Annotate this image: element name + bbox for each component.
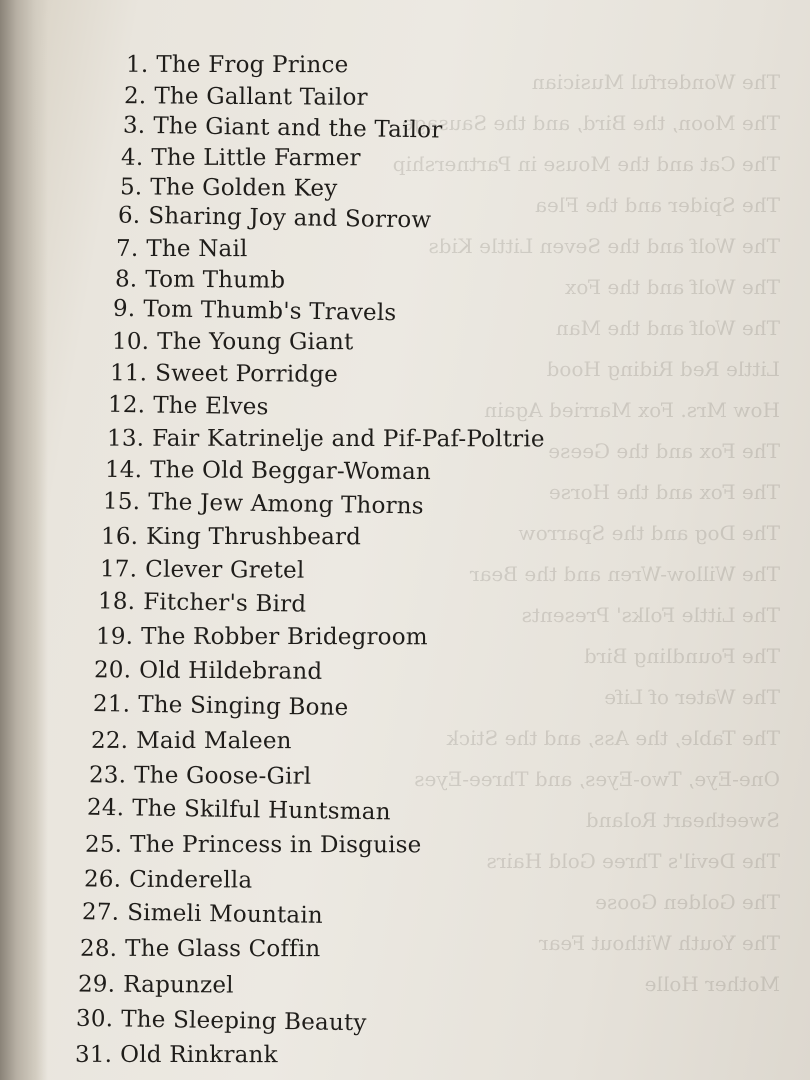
toc-entry-number: 16.	[100, 523, 139, 550]
toc-entry	[124, 83, 368, 111]
toc-entry	[96, 624, 428, 651]
toc-entry-title: Cinderella	[129, 866, 253, 894]
toc-entry	[78, 971, 234, 998]
bleed-through-line: The Wolf and the Fox	[565, 275, 780, 299]
toc-entry-number: 15.	[102, 488, 141, 516]
bleed-through-line: The Golden Goose	[595, 890, 780, 914]
bleed-through-line: The Willow-Wren and the Bear	[469, 562, 780, 586]
bleed-through-line: How Mrs. Fox Married Again	[484, 398, 780, 422]
bleed-through-line: The Cat and the Mouse in Partnership	[392, 152, 780, 176]
bleed-through-line: The Wolf and the Seven Little Kids	[428, 234, 780, 258]
toc-entry	[76, 1006, 367, 1037]
toc-entry-title: The Giant and the Tailor	[153, 112, 443, 144]
toc-entry	[93, 691, 349, 721]
bleed-through-line: The Table, the Ass, and the Stick	[446, 726, 780, 750]
toc-entry	[94, 657, 322, 685]
toc-entry	[103, 488, 424, 519]
toc-entry-title: The Little Farmer	[151, 144, 361, 172]
toc-entry-number: 2.	[123, 83, 147, 110]
toc-entry	[118, 203, 432, 234]
toc-entry-number: 14.	[104, 456, 143, 484]
toc-entry-title: The Nail	[146, 235, 248, 263]
toc-entry	[75, 1042, 278, 1068]
toc-entry-number: 24.	[86, 794, 125, 822]
toc-entry-number: 31.	[74, 1041, 113, 1068]
toc-entry-title: The Gallant Tailor	[154, 83, 368, 111]
toc-entry-number: 9.	[112, 295, 136, 323]
bleed-through-line: The Fox and the Geese	[548, 439, 780, 463]
toc-entry-number: 7.	[115, 235, 139, 262]
bleed-through-line: Little Red Riding Hood	[546, 357, 780, 381]
toc-entry-title: Sharing Joy and Sorrow	[148, 203, 432, 234]
toc-entry	[113, 296, 397, 326]
toc-entry-title: Old Rinkrank	[120, 1041, 278, 1069]
bleed-through-line: Sweetheart Roland	[585, 808, 780, 832]
toc-entry-number: 26.	[83, 866, 122, 893]
toc-entry-number: 23.	[88, 762, 127, 789]
toc-entry-number: 18.	[97, 588, 136, 615]
toc-entry-title: Fitcher's Bird	[142, 589, 307, 618]
toc-entry-number: 30.	[75, 1005, 114, 1033]
toc-entry-title: Old Hildebrand	[139, 657, 323, 685]
toc-entry-number: 8.	[114, 266, 138, 293]
bleed-through-line: One-Eye, Two-Eyes, and Three-Eyes	[414, 767, 780, 791]
toc-entry	[107, 426, 545, 453]
bleed-through-line: The Wolf and the Man	[555, 316, 780, 340]
bleed-through-line: The Spider and the Flea	[535, 193, 780, 217]
toc-entry-title: The Skilful Huntsman	[131, 795, 391, 826]
toc-entry	[110, 360, 338, 388]
toc-entry	[121, 145, 361, 171]
toc-entry-number: 21.	[92, 690, 131, 718]
toc-entry-number: 25.	[84, 831, 123, 858]
toc-entry-number: 22.	[90, 727, 129, 754]
toc-entry-title: King Thrushbeard	[146, 523, 362, 551]
toc-entry-number: 6.	[117, 202, 141, 229]
bleed-through-line: The Water of Life	[604, 685, 780, 709]
toc-entry	[112, 329, 353, 355]
toc-entry-title: Simeli Mountain	[126, 899, 324, 929]
toc-entry-number: 1.	[125, 51, 149, 78]
toc-entry	[98, 588, 307, 617]
bleed-through-line: The Youth Without Fear	[538, 931, 780, 955]
toc-entry-title: The Singing Bone	[137, 691, 349, 722]
toc-entry-number: 3.	[122, 112, 146, 139]
bleed-through-line: The Wonderful Musician	[531, 70, 780, 94]
toc-entry-number: 28.	[79, 935, 118, 962]
toc-entry-title: The Young Giant	[157, 328, 354, 356]
toc-entry-number: 19.	[95, 623, 134, 650]
toc-entry-title: The Glass Coffin	[125, 935, 321, 963]
toc-entry	[123, 112, 443, 143]
toc-entry-number: 20.	[93, 657, 132, 684]
toc-entry-number: 13.	[106, 425, 145, 452]
toc-entry	[120, 174, 338, 202]
bleed-through-line: The Fox and the Horse	[548, 480, 780, 504]
bleed-through-line: Mother Holle	[644, 972, 780, 996]
toc-entry-title: The Old Beggar-Woman	[150, 457, 432, 486]
toc-entry-title: Rapunzel	[123, 971, 234, 999]
toc-entry	[82, 899, 323, 929]
bleed-through-line: The Moon, the Bird, and the Sausage	[401, 111, 780, 135]
toc-entry	[126, 52, 348, 78]
toc-entry-title: Clever Gretel	[145, 556, 305, 584]
toc-entry	[89, 762, 312, 790]
toc-entry-number: 10.	[111, 328, 150, 355]
toc-entry-title: The Goose-Girl	[134, 762, 312, 790]
toc-entry	[91, 728, 292, 754]
bleed-through-line: The Foundling Bird	[583, 644, 780, 668]
toc-entry-title: The Elves	[152, 392, 269, 421]
toc-entry-title: Tom Thumb's Travels	[143, 296, 397, 327]
toc-entry-title: The Sleeping Beauty	[120, 1006, 367, 1037]
toc-entry	[85, 832, 422, 859]
toc-entry	[84, 866, 253, 893]
toc-entry	[101, 524, 361, 550]
toc-entry-title: Fair Katrinelje and Pif-Paf-Poltrie	[152, 425, 545, 453]
toc-entry-title: The Golden Key	[150, 174, 338, 202]
toc-entry-title: The Robber Bridegroom	[141, 623, 428, 651]
toc-entry	[115, 266, 285, 293]
toc-entry	[108, 392, 269, 421]
toc-entry-number: 17.	[99, 556, 138, 583]
toc-entry-number: 11.	[109, 360, 148, 387]
toc-entry-title: The Frog Prince	[156, 51, 349, 79]
toc-entry-title: Maid Maleen	[136, 727, 292, 755]
bleed-through-line: The Little Folks' Presents	[521, 603, 780, 627]
toc-entry-number: 4.	[120, 144, 144, 171]
toc-entry-number: 12.	[107, 391, 146, 419]
toc-entry	[105, 457, 431, 485]
toc-entry	[80, 936, 321, 962]
bleed-through-line: The Dog and the Sparrow	[518, 521, 780, 545]
toc-entry-number: 27.	[81, 899, 120, 926]
toc-entry	[100, 556, 305, 583]
toc-entry-title: The Jew Among Thorns	[147, 489, 425, 520]
bleed-through-line: The Devil's Three Gold Hairs	[486, 849, 780, 873]
toc-entry-title: Tom Thumb	[145, 266, 286, 294]
toc-entry-number: 5.	[119, 174, 143, 201]
toc-entry-title: The Princess in Disguise	[130, 831, 422, 859]
toc-entry	[87, 795, 391, 826]
toc-entry-title: Sweet Porridge	[155, 360, 339, 388]
toc-entry-number: 29.	[77, 971, 116, 998]
toc-entry	[116, 236, 248, 262]
